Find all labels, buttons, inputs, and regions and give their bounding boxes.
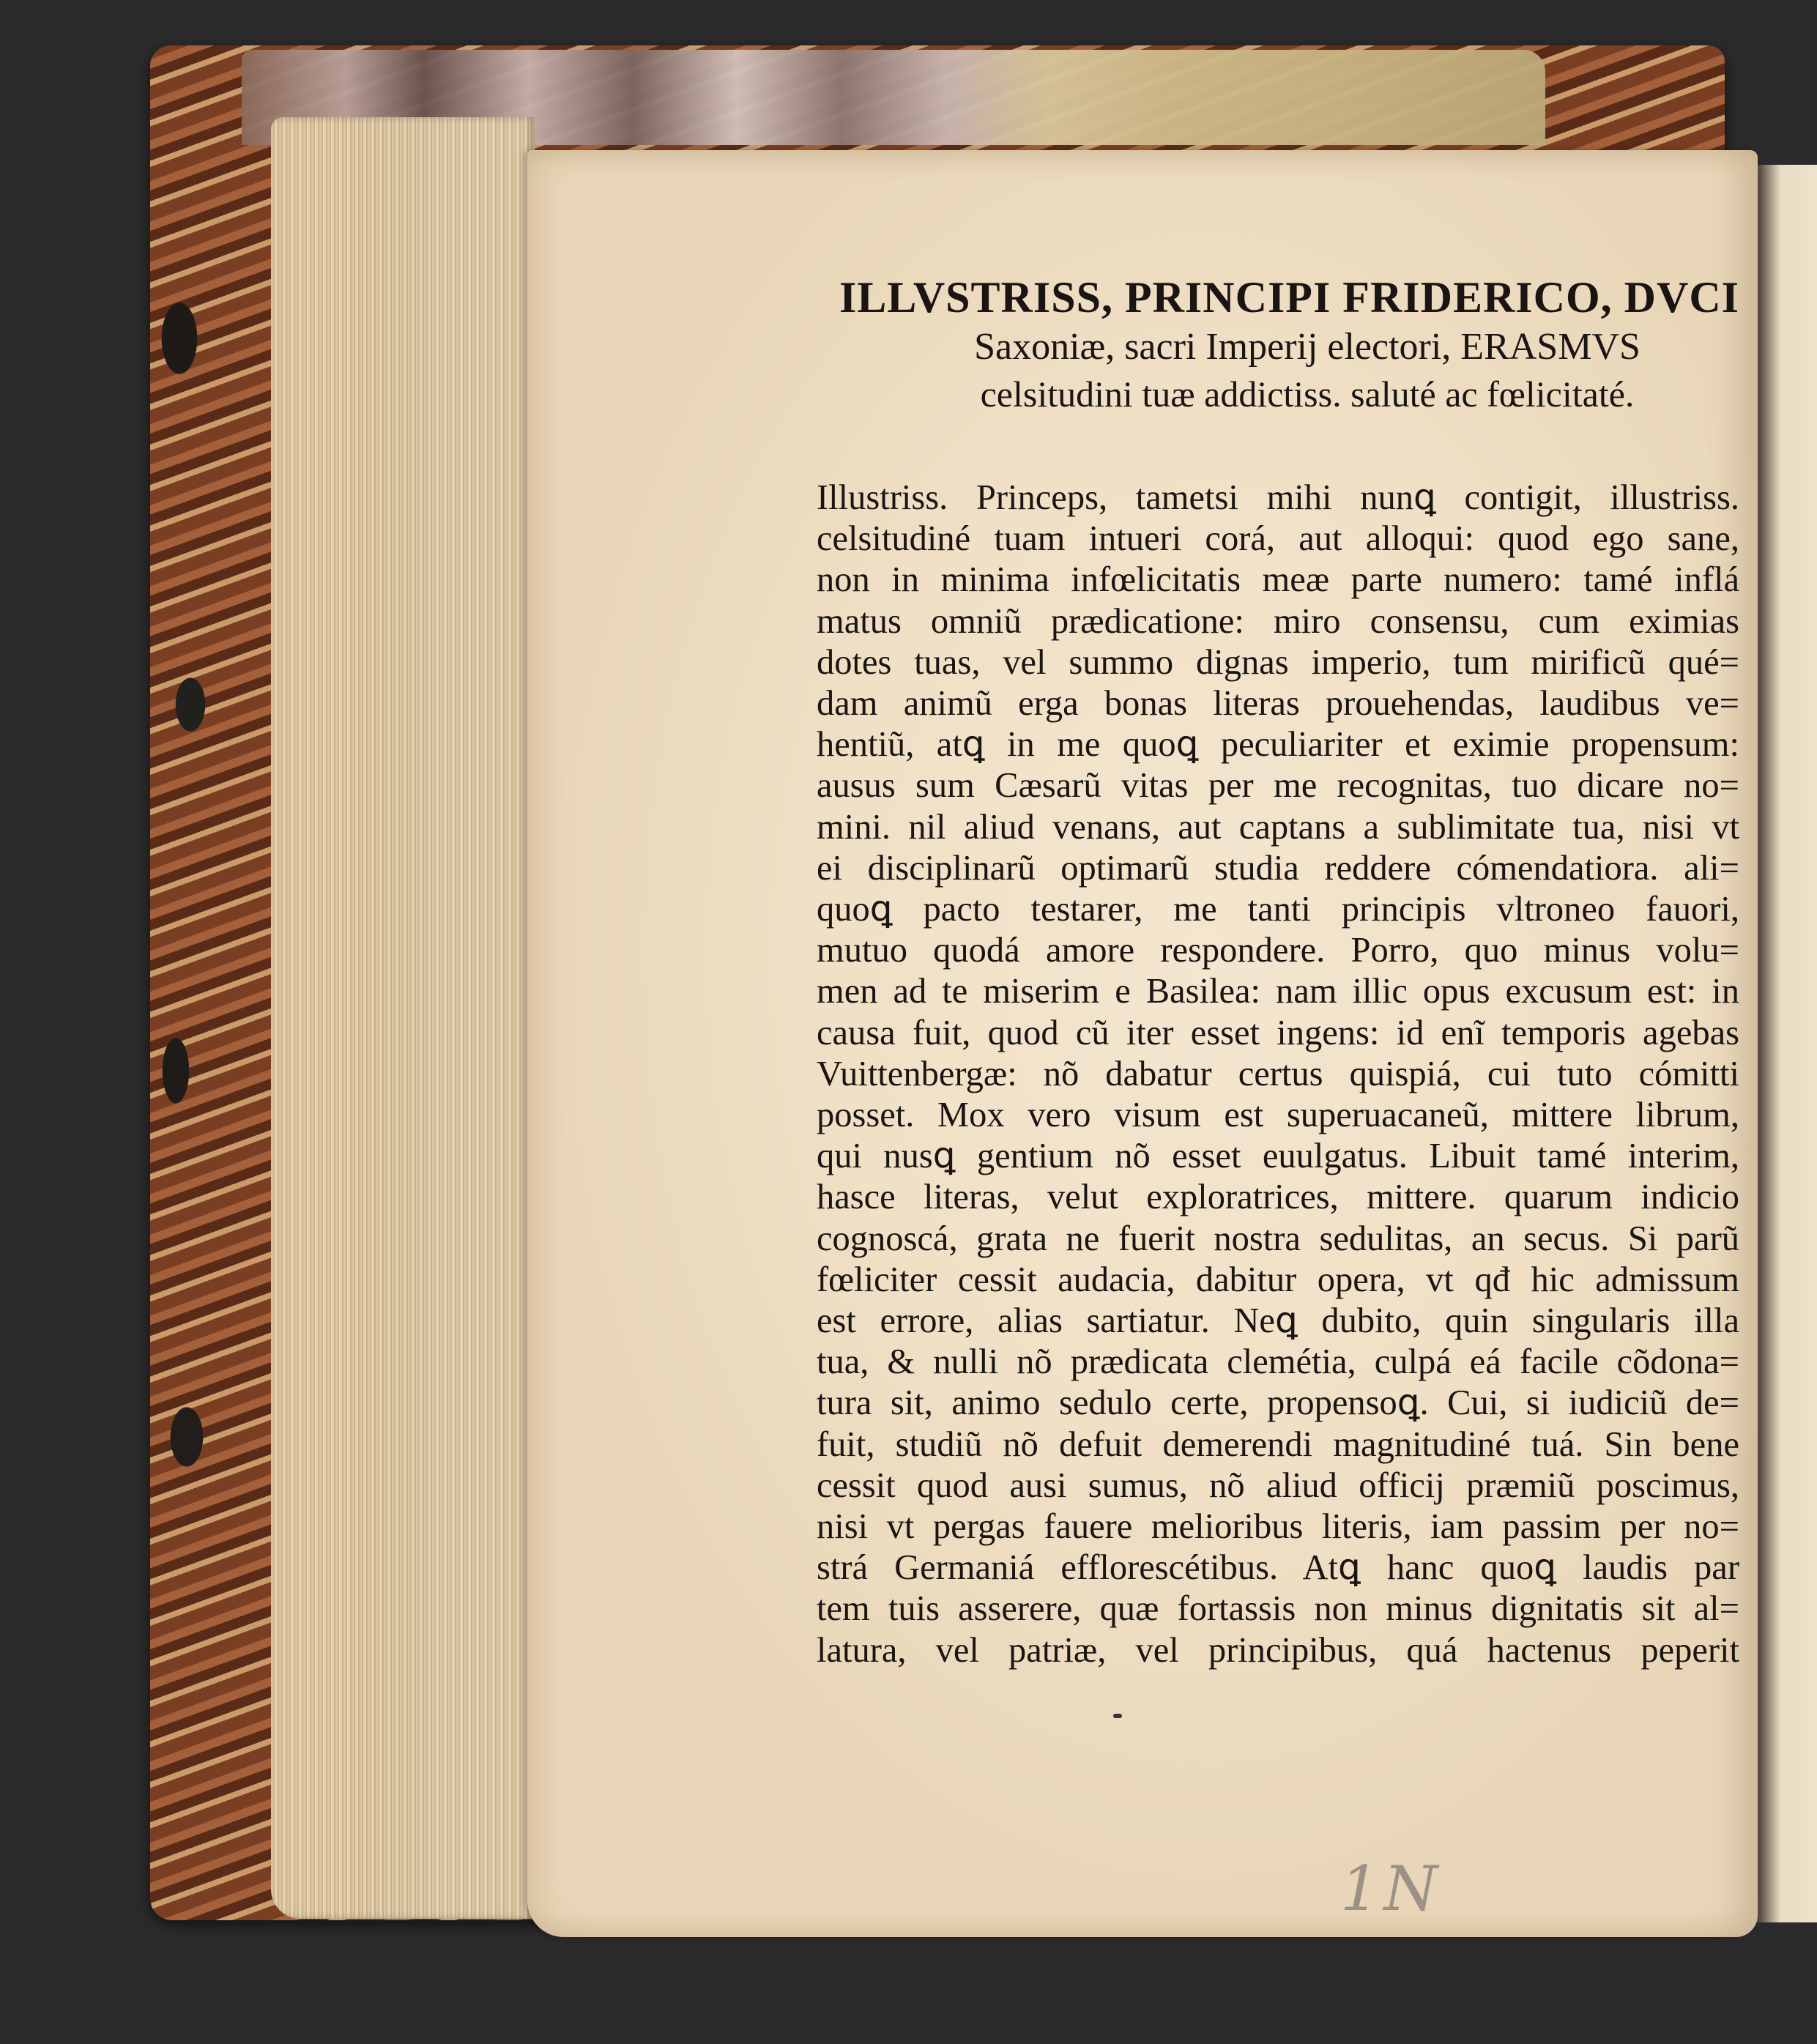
ink-speck: [1113, 1714, 1122, 1718]
text-line: mini. nil aliud venans, aut captans a sublimitate tua, nisi vt: [817, 807, 1739, 847]
text-line: tura sit, animo sedulo certe, propensoꝗ. Cui, si iudiciũ de=: [817, 1383, 1739, 1423]
text-line: cognoscá, grata ne fuerit nostra sedulitas, an secus. Si parũ: [817, 1219, 1739, 1258]
text-line: posset. Mox vero visum est superuacaneũ, mittere librum,: [817, 1096, 1739, 1135]
text-line: est errore, alias sartiatur. Neꝗ dubito, quin singularis illa: [817, 1301, 1739, 1341]
text-line: hentiũ, atꝗ in me quoꝗ peculiariter et eximie propensum:: [817, 725, 1739, 765]
text-line: quoꝗ pacto testarer, me tanti principis vltroneo fauori,: [817, 890, 1739, 929]
heading-line-2: Saxoniæ, sacri Imperij electori, ERASMVS: [974, 326, 1640, 368]
text-line: nisi vt pergas fauere melioribus literis, iam passim per no=: [817, 1507, 1739, 1547]
text-line: men ad te miserim e Basilea: nam illic opus excusum est: in: [817, 972, 1739, 1011]
text-line: hasce literas, velut exploratrices, mittere. quarum indicio: [817, 1178, 1739, 1217]
text-line: mutuo quodá amore respondere. Porro, quo minus volu=: [817, 931, 1739, 970]
heading-line-3: celsitudini tuæ addictiss. saluté ac fœlicitaté.: [980, 374, 1635, 415]
text-line: ei disciplinarũ optimarũ studia reddere cómendatiora. ali=: [817, 848, 1739, 888]
text-line: qui nusꝗ gentium nõ esset euulgatus. Libuit tamé interim,: [817, 1137, 1739, 1176]
text-line: strá Germaniá efflorescétibus. Atꝗ hanc quoꝗ laudis par: [817, 1548, 1739, 1588]
text-line: celsitudiné tuam intueri corá, aut alloqui: quod ego sane,: [817, 519, 1739, 559]
body-text: [817, 477, 1739, 1671]
text-line: causa fuit, quod cũ iter esset ingens: id enĩ temporis agebas: [817, 1013, 1739, 1052]
text-line: Illustriss. Princeps, tametsi mihi nunꝗ contigit, illustriss.: [817, 478, 1739, 517]
heading-line-1: ILLVSTRISS, PRINCIPI FRIDERICO, DVCI: [839, 273, 1739, 322]
text-line: ausus sum Cæsarũ vitas per me recognitas, tuo dicare no=: [817, 766, 1739, 806]
text-line: tem tuis asserere, quæ fortassis non minus dignitatis sit al=: [817, 1589, 1739, 1629]
text-line: dotes tuas, vel summo dignas imperio, tum mirificũ qué=: [817, 642, 1739, 682]
printed-text-block: [817, 271, 1739, 1671]
text-line: Vuittenbergæ: nõ dabatur certus quispiá, cui tuto cómitti: [817, 1054, 1739, 1093]
text-line: non in minima infœlicitatis meæ parte numero: tamé inflá: [817, 560, 1739, 600]
text-line: tua, & nulli nõ prædicata clemétia, culpá eá facile cõdona=: [817, 1342, 1739, 1382]
page-edge-stack: [271, 117, 535, 1919]
manuscript-pencil-mark: 1N: [1340, 1853, 1442, 1925]
text-line: fuit, studiũ nõ defuit demerendi magnitudiné tuá. Sin bene: [817, 1424, 1739, 1464]
dedication-heading: [817, 271, 1739, 417]
text-line: matus omniũ prædicatione: miro consensu, cum eximias: [817, 601, 1739, 641]
text-line: latura, vel patriæ, vel principibus, quá hactenus peperit: [817, 1630, 1739, 1670]
text-line: cessit quod ausi sumus, nõ aliud officij præmiũ poscimus,: [817, 1465, 1739, 1505]
text-line: fœliciter cessit audacia, dabitur opera, vt qđ hic admissum: [817, 1260, 1739, 1299]
text-line: dam animũ erga bonas literas prouehendas, laudibus ve=: [817, 684, 1739, 724]
